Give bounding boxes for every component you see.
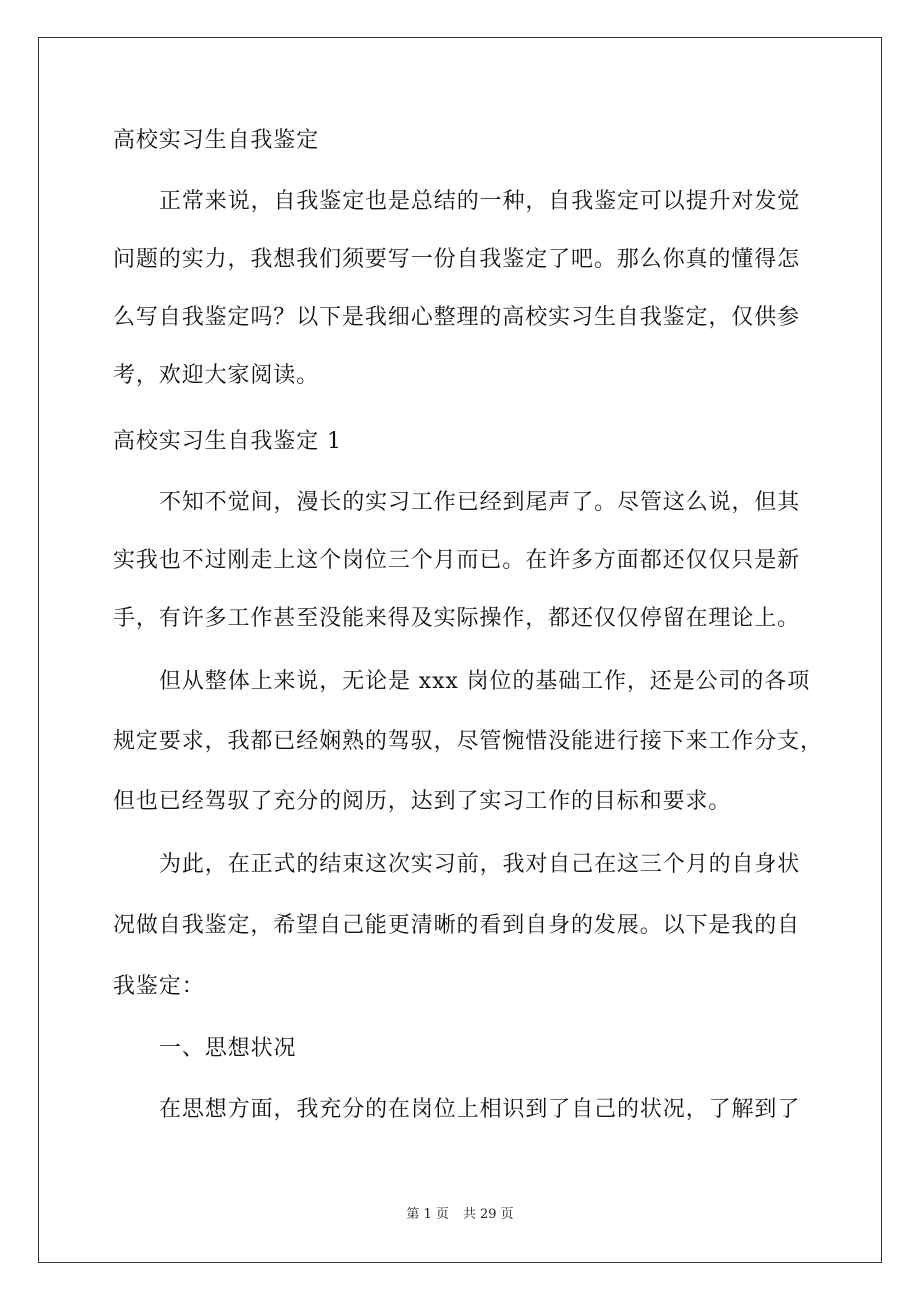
- intro-line: 么写自我鉴定吗？以下是我细心整理的高校实习生自我鉴定，仅供参: [113, 305, 801, 330]
- paragraph-line: 在思想方面，我充分的在岗位上相识到了自己的状况，了解到了: [159, 1097, 801, 1122]
- paragraph-line: 手，有许多工作甚至没能来得及实际操作，都还仅仅停留在理论上。: [113, 606, 801, 631]
- paragraph-line: 为此，在正式的结束这次实习前，我对自己在这三个月的自身状: [159, 852, 801, 877]
- paragraph-line: 但也已经驾驭了充分的阅历，达到了实习工作的目标和要求。: [113, 789, 732, 814]
- section-title: 高校实习生自我鉴定 1: [113, 429, 342, 454]
- paragraph-line: 况做自我鉴定，希望自己能更清晰的看到自身的发展。以下是我的自: [113, 913, 801, 938]
- intro-line: 正常来说，自我鉴定也是总结的一种，自我鉴定可以提升对发觉: [159, 189, 801, 214]
- paragraph-line: 但从整体上来说，无论是 xxx 岗位的基础工作，还是公司的各项: [159, 669, 811, 694]
- page-number: 第 1 页: [406, 1207, 449, 1222]
- page-total: 共 29 页: [462, 1207, 514, 1222]
- paragraph-line: 不知不觉间，漫长的实习工作已经到尾声了。尽管这么说，但其: [159, 490, 801, 515]
- document-title: 高校实习生自我鉴定: [113, 128, 320, 153]
- intro-line: 问题的实力，我想我们须要写一份自我鉴定了吧。那么你真的懂得怎: [113, 247, 801, 272]
- heading-thought: 一、思想状况: [159, 1036, 297, 1061]
- paragraph-line: 规定要求，我都已经娴熟的驾驭，尽管惋惜没能进行接下来工作分支，: [113, 729, 823, 754]
- paragraph-line: 我鉴定：: [113, 974, 205, 999]
- paragraph-line: 实我也不过刚走上这个岗位三个月而已。在许多方面都还仅仅只是新: [113, 548, 801, 573]
- page-footer: [0, 1206, 920, 1224]
- intro-line: 考，欢迎大家阅读。: [113, 363, 320, 388]
